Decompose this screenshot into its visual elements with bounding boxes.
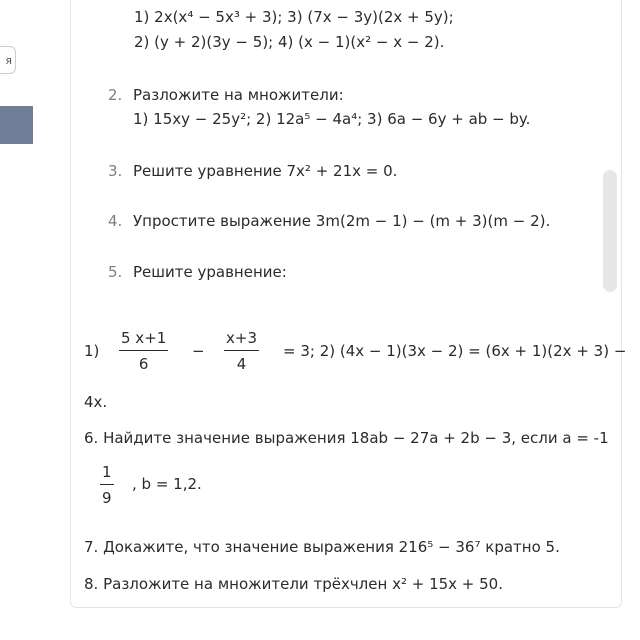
task2-subitems: 1) 15xy − 25y²; 2) 12a⁵ − 4a⁴; 3) 6a − 6y + ab − by. [133, 110, 531, 128]
task3 [108, 162, 397, 180]
task6-rest: , b = 1,2. [132, 475, 202, 493]
sidebar-button-label: я [5, 53, 12, 67]
task3-text: Решите уравнение 7x² + 21x = 0. [133, 162, 398, 180]
fraction-3-denominator: 9 [102, 489, 112, 507]
task2-text: Разложите на множители: [133, 86, 344, 104]
task4-text: Упростите выражение 3m(2m − 1) − (m + 3)(m − 2). [133, 212, 551, 230]
fraction-2 [224, 329, 259, 373]
sidebar-image-block [0, 106, 33, 144]
fraction-1-numerator: 5 x+1 [119, 329, 168, 351]
scrollbar-thumb[interactable] [603, 170, 617, 292]
equation-minus: − [192, 342, 205, 360]
task8-text: 8. Разложите на множители трёхчлен x² + 15x + 50. [84, 575, 503, 593]
left-sidebar [0, 0, 40, 640]
task5 [108, 263, 287, 281]
task1-line1: 1) 2x(x⁴ − 5x³ + 3); 3) (7x − 3y)(2x + 5y); [134, 8, 454, 26]
equation-wrap: 4x. [84, 393, 108, 411]
task7-text: 7. Докажите, что значение выражения 216⁵ − 36⁷ кратно 5. [84, 538, 560, 556]
fraction-1-denominator: 6 [138, 355, 149, 373]
task4 [108, 212, 550, 230]
fraction-3-numerator: 1 [100, 463, 114, 485]
fraction-1 [119, 329, 168, 373]
task6-text: 6. Найдите значение выражения 18ab − 27a + 2b − 3, если a = -1 [84, 429, 609, 447]
task5-text: Решите уравнение: [133, 263, 287, 281]
equation-prefix: 1) [84, 342, 100, 360]
fraction-2-numerator: x+3 [224, 329, 259, 351]
sidebar-button[interactable] [0, 46, 16, 74]
fraction-3 [100, 463, 114, 507]
task3-number: 3. [108, 162, 123, 180]
task4-number: 4. [108, 212, 123, 230]
equation-rest: = 3; 2) (4x − 1)(3x − 2) = (6x + 1)(2x + 3) − [283, 342, 627, 360]
task1-line2: 2) (y + 2)(3y − 5); 4) (x − 1)(x² − x − 2). [134, 33, 445, 51]
task2-heading [108, 86, 344, 104]
fraction-2-denominator: 4 [236, 355, 247, 373]
task5-number: 5. [108, 263, 123, 281]
task2-number: 2. [108, 86, 123, 104]
